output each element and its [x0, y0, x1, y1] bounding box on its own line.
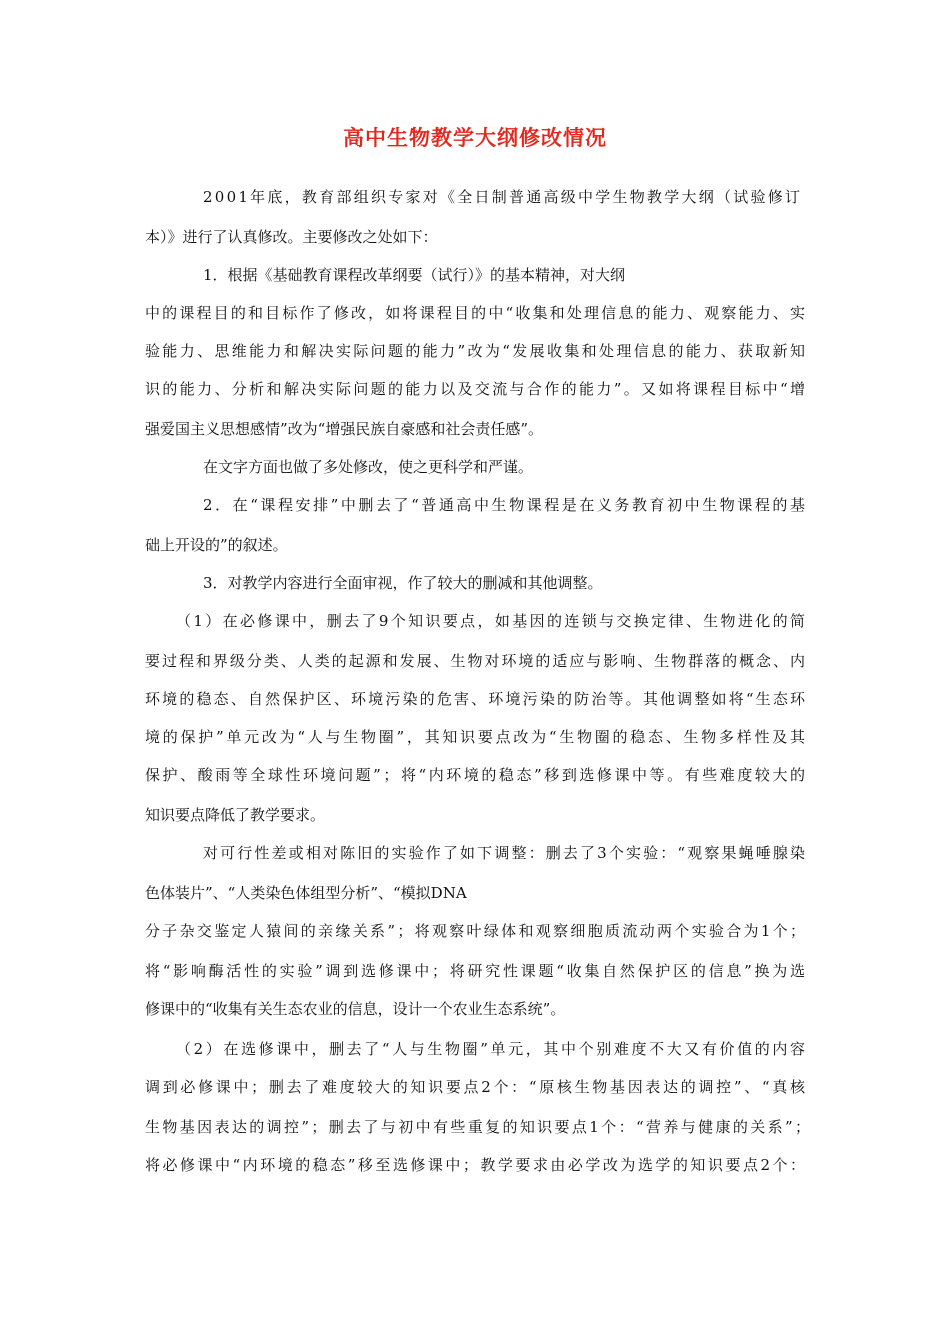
- paragraph-line: 环境的稳态、自然保护区、环境污染的危害、环境污染的防治等。其他调整如将“生态环: [145, 690, 808, 708]
- paragraph-line: 生物基因表达的调控”；删去了与初中有些重复的知识要点1个：“营养与健康的关系”；: [145, 1118, 813, 1136]
- paragraph-line: 验能力、思维能力和解决实际问题的能力”改为“发展收集和处理信息的能力、获取新知: [145, 342, 808, 360]
- paragraph-line: 将“影响酶活性的实验”调到选修课中；将研究性课题“收集自然保护区的信息”换为选: [145, 962, 808, 980]
- paragraph-line: （1）在必修课中，删去了9个知识要点，如基因的连锁与交换定律、生物进化的简: [176, 612, 808, 630]
- document-title: 高中生物教学大纲修改情况: [343, 126, 607, 150]
- paragraph-line: 2001年底，教育部组织专家对《全日制普通高级中学生物教学大纲（试验修订: [203, 188, 803, 206]
- paragraph-line: 对可行性差或相对陈旧的实验作了如下调整：删去了3个实验：“观察果蝇唾腺染: [203, 844, 808, 862]
- paragraph-line: 知识要点降低了教学要求。: [145, 806, 326, 824]
- paragraph-line: 保护、酸雨等全球性环境问题”；将“内环境的稳态”移到选修课中等。有些难度较大的: [145, 766, 808, 784]
- paragraph-line: 在文字方面也做了多处修改，使之更科学和严谨。: [203, 458, 534, 476]
- paragraph-line: 色体装片”、“人类染色体组型分析”、“模拟DNA: [145, 884, 467, 902]
- paragraph-line: 本）》进行了认真修改。主要修改之处如下：: [145, 228, 438, 246]
- paragraph-line: 中的课程目的和目标作了修改，如将课程目的中“收集和处理信息的能力、观察能力、实: [145, 304, 808, 322]
- paragraph-line: 境的保护”单元改为“人与生物圈”，其知识要点改为“生物圈的稳态、生物多样性及其: [145, 728, 808, 746]
- paragraph-line: 调到必修课中；删去了难度较大的知识要点2个：“原核生物基因表达的调控”、“真核: [145, 1078, 808, 1096]
- paragraph-line: 修课中的“收集有关生态农业的信息，设计一个农业生态系统”。: [145, 1000, 566, 1018]
- paragraph-line: 强爱国主义思想感情”改为“增强民族自豪感和社会责任感”。: [145, 420, 544, 438]
- paragraph-line: 1．根据《基础教育课程改革纲要（试行）》的基本精神，对大纲: [203, 266, 626, 284]
- paragraph-line: 要过程和界级分类、人类的起源和发展、生物对环境的适应与影响、生物群落的概念、内: [145, 652, 807, 670]
- paragraph-line: 2．在“课程安排”中删去了“普通高中生物课程是在义务教育初中生物课程的基: [203, 496, 808, 514]
- paragraph-line: 识的能力、分析和解决实际问题的能力以及交流与合作的能力”。又如将课程目标中“增: [145, 380, 808, 398]
- paragraph-line: 3．对教学内容进行全面审视，作了较大的删减和其他调整。: [203, 574, 603, 592]
- paragraph-line: （2）在选修课中，删去了“人与生物圈”单元，其中个别难度不大又有价值的内容: [176, 1040, 808, 1058]
- paragraph-line: 分子杂交鉴定人猿间的亲缘关系”；将观察叶绿体和观察细胞质流动两个实验合为1个；: [145, 922, 808, 940]
- paragraph-line: 础上开设的”的叙述。: [145, 536, 288, 554]
- paragraph-line: 将必修课中“内环境的稳态”移至选修课中；教学要求由必学改为选学的知识要点2个：: [145, 1156, 808, 1174]
